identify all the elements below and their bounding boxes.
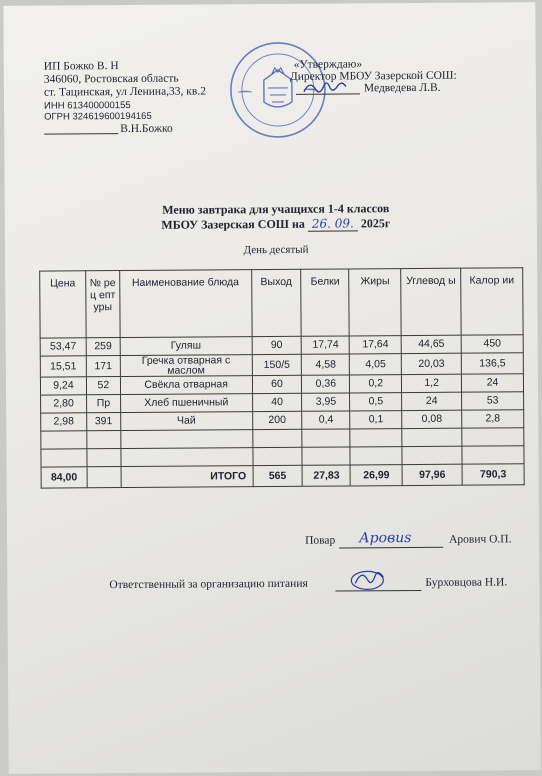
responsible-label: Ответственный за организацию питания <box>109 577 308 592</box>
cell-carbs: 0,08 <box>402 410 462 428</box>
vendor-address-line2: ст. Тацинская, ул Ленина,33, кв.2 <box>43 85 206 99</box>
cell-dish: Гуляш <box>120 337 252 356</box>
header-output: Выход <box>251 269 301 336</box>
cell-carbs: 44,65 <box>401 335 461 353</box>
cell-dish: Хлеб пшеничный <box>120 394 252 413</box>
vendor-signature-name: В.Н.Божко <box>120 122 173 136</box>
cell-price: 9,24 <box>40 377 86 395</box>
cell-output: 200 <box>252 411 302 429</box>
cell-fats: 4,05 <box>350 354 402 375</box>
cell-recipe: Пр <box>86 395 120 413</box>
cell-price: 2,80 <box>41 395 87 413</box>
responsible-name: Бурховцова Н.И. <box>425 576 508 589</box>
cell-calories: 24 <box>462 374 524 392</box>
year-label: 2025г <box>360 216 391 231</box>
table-header-row <box>40 268 523 338</box>
cell-output: 60 <box>252 375 302 393</box>
cell-carbs: 1,2 <box>402 374 462 392</box>
menu-subtitle <box>5 215 542 234</box>
cell-price: 53,47 <box>40 338 86 356</box>
cell-recipe: 391 <box>87 413 121 431</box>
table-total-row <box>41 464 524 488</box>
cell-dish: Чай <box>120 412 252 431</box>
cell-price: 2,98 <box>41 413 87 431</box>
day-label: День десятый <box>243 243 309 257</box>
cell-proteins: 0,4 <box>302 411 350 429</box>
cook-signature-line <box>339 547 443 549</box>
cell-fats: 0,2 <box>350 375 402 393</box>
vendor-ogrn: ОГРН 324619600194165 <box>44 110 152 123</box>
director-name: Медведева Л.В. <box>363 81 441 95</box>
cell-proteins: 4,58 <box>302 354 350 375</box>
cell-output: 40 <box>252 393 302 411</box>
cell-proteins: 0,36 <box>302 375 350 393</box>
cell-recipe: 171 <box>86 356 120 377</box>
total-calories: 790,3 <box>462 464 524 485</box>
cell-fats: 0,1 <box>350 411 402 429</box>
cell-dish: Гречка отварная с маслом <box>120 355 252 377</box>
vendor-address-line1: 346060, Ростовская область <box>43 72 179 86</box>
header-price: Цена <box>40 271 86 338</box>
header-recipe-number: № рец епт уры <box>86 271 120 338</box>
vendor-name: ИП Божко В. Н <box>43 60 119 73</box>
director-position: Директор МБОУ Зазерской СОШ: <box>289 69 457 83</box>
cell-recipe: 259 <box>86 338 120 356</box>
cell-calories: 450 <box>461 335 523 353</box>
menu-table <box>39 267 525 488</box>
cell-price: 15,51 <box>40 356 86 377</box>
total-output: 565 <box>253 465 303 486</box>
menu-title: Меню завтрака для учащихся 1-4 классов <box>162 201 390 217</box>
total-fats: 26,99 <box>350 465 402 486</box>
header-calories: Калор ии <box>461 268 523 335</box>
header-carbs: Углевод ы <box>401 268 461 335</box>
cell-calories: 136,5 <box>461 353 523 374</box>
cell-proteins: 17,74 <box>302 336 350 354</box>
menu-date: 26. 09. <box>308 216 358 231</box>
cell-proteins: 3,95 <box>302 393 350 411</box>
cook-label: Повар <box>305 534 336 547</box>
header-proteins: Белки <box>301 269 349 336</box>
cell-calories: 2,8 <box>462 410 524 428</box>
cell-carbs: 24 <box>402 392 462 410</box>
school-label: МБОУ Зазерская СОШ на <box>161 216 305 232</box>
vendor-signature-line <box>44 133 118 135</box>
cell-fats: 0,5 <box>350 393 402 411</box>
cell-output: 90 <box>252 336 302 354</box>
director-signature-icon <box>302 79 348 97</box>
approve-label: «Утверждаю» <box>293 58 363 71</box>
cell-recipe: 52 <box>86 377 120 395</box>
total-recipe <box>87 467 121 488</box>
cell-calories: 53 <box>462 392 524 410</box>
header-dish-name: Наименование блюда <box>120 270 252 338</box>
cell-dish: Свёкла отварная <box>120 376 252 395</box>
cell-carbs: 20,03 <box>401 353 461 374</box>
cell-output: 150/5 <box>252 354 302 375</box>
total-label: ИТОГО <box>121 466 253 488</box>
cook-signature: Аровиs <box>358 530 412 547</box>
cook-name: Арович О.П. <box>449 533 512 546</box>
total-carbs: 97,96 <box>402 464 462 485</box>
document-page <box>3 2 540 774</box>
total-price: 84,00 <box>41 467 87 488</box>
responsible-signature-icon <box>347 567 391 593</box>
header-fats: Жиры <box>349 269 401 336</box>
total-proteins: 27,83 <box>302 465 350 486</box>
cell-fats: 17,64 <box>349 336 401 354</box>
vendor-inn: ИНН 613400000155 <box>43 99 131 112</box>
